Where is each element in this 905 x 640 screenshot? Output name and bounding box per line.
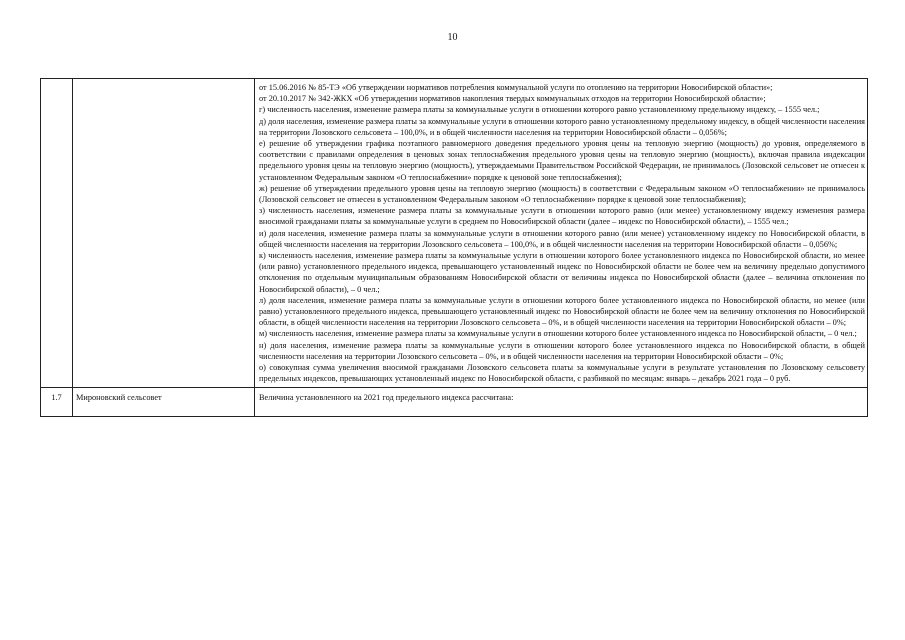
row-number-cell: 1.7 — [41, 388, 73, 417]
paragraph: ж) решение об утверждении предельного уровня цены на тепловую энергию (мощность) в соответствии с Федеральным законом «О теплоснабжении» не принималось (Лозовской сельсовет не отнесен в установленном Федеральным законом «О теплоснабжении» порядке к ценовой зоне теплоснабжения); — [259, 183, 865, 205]
paragraph: е) решение об утверждении графика поэтапного равномерного доведения предельного уровня цены на тепловую энергию (мощность) до уровня, определяемого в соответствии с правилами определения в ценовых зонах теплоснабжения предельного уровня цены на тепловую энергию (мощность), включая правила индексации предельного уровня цены на тепловую энергию (мощность), утверждаемыми Правительством Российской Федерации, не принималось (Лозовской сельсовет не отнесен к установленном Федеральным законом «О теплоснабжении» порядке к ценовой зоне теплоснабжения); — [259, 139, 865, 182]
paragraph: от 15.06.2016 № 85-ТЭ «Об утверждении нормативов потребления коммунальной услуги по отоплению на территории Новосибирской области»; — [259, 83, 773, 92]
paragraph: от 20.10.2017 № 342-ЖКХ «Об утверждении нормативов накопления твердых коммунальных отходов на территории Новосибирской области»; — [259, 94, 766, 104]
paragraph: и) доля населения, изменение размера платы за коммунальные услуги в отношении которого равно (или менее) установленному индексу по Новосибирской области, в общей численности населения на территории Лозовского сельсовета – 100,0%, и в общей численности населения на территории Новосибирской области – 0,056%; — [259, 228, 865, 249]
paragraph: к) численность населения, изменение размера платы за коммунальные услуги в отношении которого более установленного индекса по Новосибирской области, но менее (или равно) установленного предельного индекса, превышающего установленный индекс по Новосибирской области не более чем на величину предельно допустимого отклонения по отдельным муниципальным образованиям Новосибирской области от величины индекса по Новосибирской области (далее – величина отклонения по Новосибирской области), – 0 чел.; — [259, 251, 865, 294]
paragraph: г) численность населения, изменение размера платы за коммунальные услуги в отношении которого равно установленному предельному индексу, – 1555 чел.; — [259, 105, 820, 115]
paragraph: д) доля населения, изменение размера платы за коммунальные услуги в отношении которого равно установленному предельному индексу, в общей численности населения на территории Лозовского сельсовета – 100,0%, и в общей численности населения на территории Новосибирской области – 0,056%; — [259, 116, 865, 137]
row-number-cell — [41, 79, 73, 388]
row-description-cell — [255, 79, 868, 388]
table-row — [41, 388, 868, 417]
paragraph: о) совокупная сумма увеличения вносимой гражданами Лозовского сельсовета платы за коммунальные услуги в результате установления по Лозовскому сельсовету предельных индексов, превышающих установленный индекс по Новосибирской области, с разбивкой по месяцам: январь – декабрь 2021 года – 0 руб. — [259, 363, 865, 384]
paragraph: н) доля населения, изменение размера платы за коммунальные услуги в отношении которого более установленного индекса по Новосибирской области, в общей численности населения на территории Лозовского сельсовета – 0%, и в общей численности населения на территории Новосибирской области – 0%; — [259, 340, 865, 361]
table-row — [41, 79, 868, 388]
row-description-cell: Величина установленного на 2021 год предельного индекса рассчитана: — [255, 388, 868, 417]
paragraph: з) численность населения, изменение размера платы за коммунальные услуги в отношении которого равно (или менее) установленному индексу изменения размера вносимой гражданами платы за коммунальные услуги в среднем по Новосибирской области (далее – индекс по Новосибирской области), – 1555 чел.; — [259, 206, 865, 227]
row-name-cell — [73, 79, 255, 388]
document-table — [40, 78, 868, 417]
paragraph: л) доля населения, изменение размера платы за коммунальные услуги в отношении которого более установленного индекса по Новосибирской области, но менее (или равно) установленного предельного индекса, превышающего установленный индекс по Новосибирской области не более чем на величину отклонения по Новосибирской области, в общей численности населения на территории Лозовского сельсовета – 0%, и в общей численности населения на территории Новосибирской области – 0%; — [259, 295, 865, 328]
paragraph: м) численность населения, изменение размера платы за коммунальные услуги в отношении которого более установленного индекса по Новосибирской области, – 0 чел.; — [259, 329, 857, 339]
row-name-cell: Мироновский сельсовет — [73, 388, 255, 417]
description-text — [255, 79, 867, 387]
page-number: 10 — [447, 32, 458, 43]
